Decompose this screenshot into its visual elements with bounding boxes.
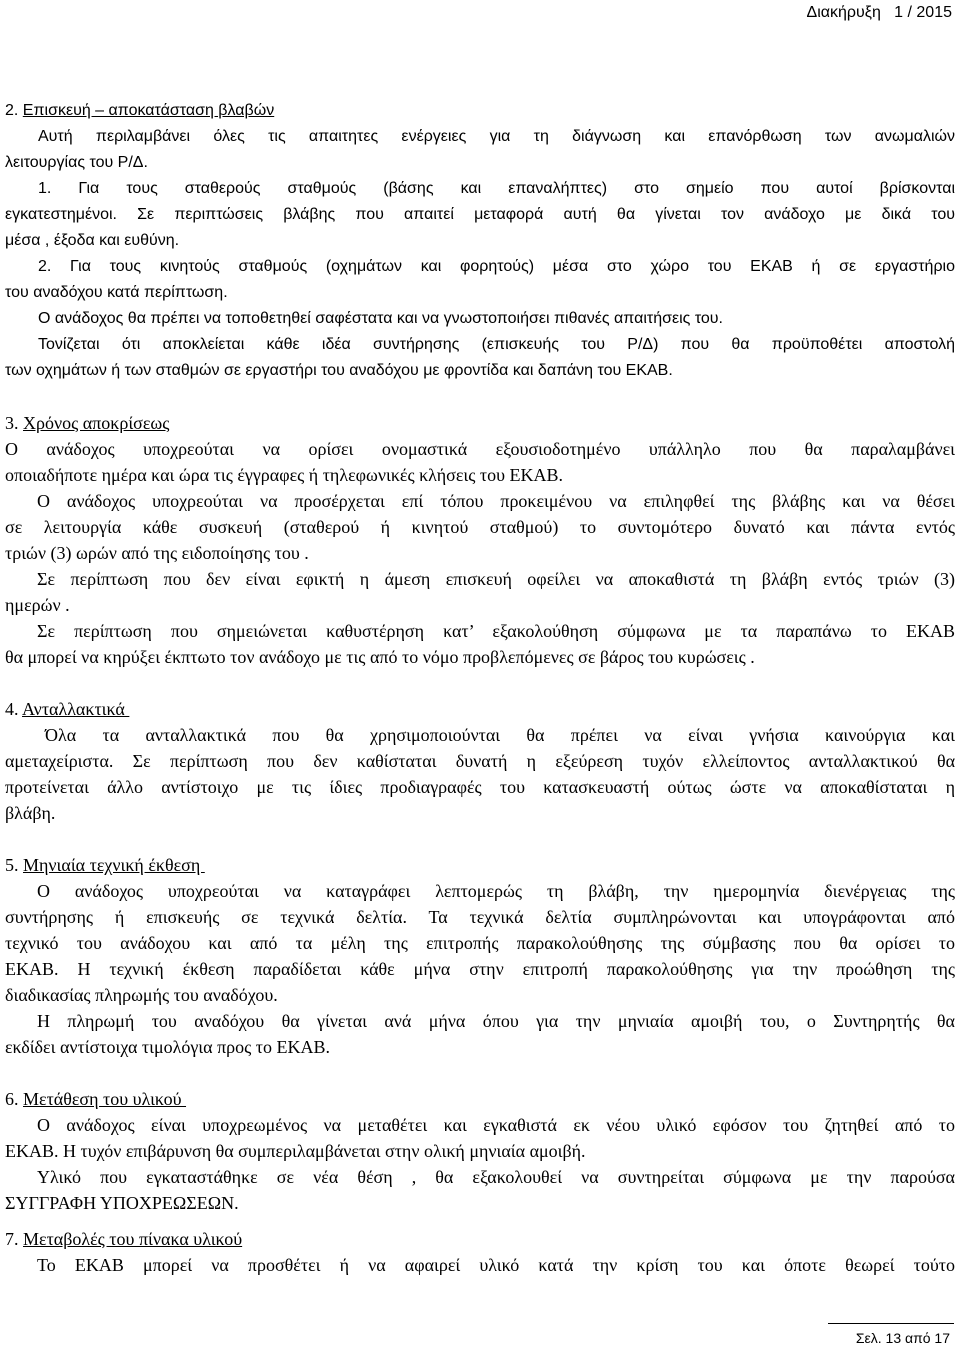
document-body: [5, 98, 955, 1278]
s3-para4-line2: θα μπορεί να κηρύξει έκπτωτο τον ανάδοχο με τις από το νόμο προβλεπόμενες σε βάρος του κυρώσεις .: [5, 647, 755, 667]
s2-item1-line3: μέσα , έξοδα και ευθύνη.: [5, 232, 180, 249]
section-2: [5, 98, 955, 384]
s2-intro-line2: λειτουργίας του Ρ/Δ.: [5, 154, 148, 171]
section-7-heading: 7. Μεταβολές του πίνακα υλικού: [5, 1229, 243, 1249]
spacer: [5, 826, 955, 852]
s3-para2-line2: σε λειτουργία κάθε συσκευή (σταθερού ή κινητού σταθμού) το συντομότερο δυνατό και πάντα εντός: [5, 517, 955, 537]
s5-para1-line1: Ο ανάδοχος υποχρεούται να καταγράφει λεπτομερώς τη βλάβη, την ημερομηνία διενέργειας της: [37, 881, 955, 901]
section-3-heading: 3. Χρόνος αποκρίσεως: [5, 413, 170, 433]
s6-para1-line1: Ο ανάδοχος είναι υποχρεωμένος να μεταθέτει και εγκαθιστά εκ νέου υλικό εφόσον του ζητηθεί από το: [37, 1115, 955, 1135]
s2-item2-line1: 2. Για τους κινητούς σταθμούς (οχημάτων και φορητούς) μέσα στο χώρο του ΕΚΑΒ ή σε εργαστήριο: [38, 258, 955, 275]
s6-para1-line2: ΕΚΑΒ. Η τυχόν επιβάρυνση θα συμπεριλαμβάνεται στην ολική μηνιαία αμοιβή.: [5, 1141, 586, 1161]
section-2-title: Επισκευή – αποκατάσταση βλαβών: [22, 102, 275, 119]
s2-para4-line1: Τονίζεται ότι αποκλείεται κάθε ιδέα συντήρησης (επισκευής του Ρ/Δ) που θα προϋποθέτει αποστολή: [38, 336, 955, 353]
section-7: [5, 1226, 955, 1278]
s5-para2-line1: Η πληρωμή του αναδόχου θα γίνεται ανά μήνα όπου για την μηνιαία αμοιβή του, ο Συντηρητής θα: [37, 1011, 955, 1031]
s3-para1-line2: οποιαδήποτε ημέρα και ώρα τις έγγραφες ή τηλεφωνικές κλήσεις του ΕΚΑΒ.: [5, 465, 564, 485]
s4-para1-line1: Όλα τα ανταλλακτικά που θα χρησιμοποιούνται θα πρέπει να είναι γνήσια καινούργια και: [45, 725, 955, 745]
section-5: [5, 852, 955, 1060]
s5-para1-line2: συντήρησης ή επισκευής σε τεχνικά δελτία. Τα τεχνικά δελτία συμπληρώνονται και υπογράφονται από: [5, 907, 955, 927]
s6-para2-line2: ΣΥΓΓΡΑΦΗ ΥΠΟΧΡΕΩΣΕΩΝ.: [5, 1193, 239, 1213]
section-3: [5, 410, 955, 670]
spacer: [5, 1216, 955, 1226]
footer-divider: [828, 1323, 954, 1324]
page-header: Διακήρυξη 1 / 2015: [806, 4, 952, 21]
section-4-heading: 4. Ανταλλακτικά: [5, 699, 130, 719]
s2-item1-line2: εγκατεστημένοι. Σε περιπτώσεις βλάβης που απαιτεί μεταφορά αυτή θα γίνεται τον ανάδοχο με δικά του: [5, 206, 955, 223]
section-2-heading: 2. Επισκευή – αποκατάσταση βλαβών: [5, 102, 275, 119]
section-3-title: Χρόνος αποκρίσεως: [23, 413, 170, 433]
s6-para2-line1: Υλικό που εγκαταστάθηκε σε νέα θέση , θα εξακολουθεί να συντηρείται σύμφωνα με την παρούσα: [37, 1167, 955, 1187]
section-6: [5, 1086, 955, 1216]
s4-para1-line3: προτείνεται άλλο αντίστοιχο με τις ίδιες προδιαγραφές του κατασκευαστή ούτως ώστε να αποκαθίσταται η: [5, 777, 955, 797]
section-6-title: Μετάθεση του υλικού: [23, 1089, 187, 1109]
section-5-title: Μηνιαία τεχνική έκθεση: [23, 855, 205, 875]
s3-para2-line3: τριών (3) ωρών από της ειδοποίησης του .: [5, 543, 309, 563]
s3-para1-line1: Ο ανάδοχος υποχρεούται να ορίσει ονομαστικά εξουσιοδοτημένο υπάλληλο που θα παραλαμβάνει: [5, 439, 955, 459]
s5-para1-line3: τεχνικό του ανάδοχου και από τα μέλη της επιτροπής παρακολούθησης της σύμβασης που θα ορίσει το: [5, 933, 955, 953]
s3-para3-line1: Σε περίπτωση που δεν είναι εφικτή η άμεση επισκευή οφείλει να αποκαθιστά τη βλάβη εντός τριών (3): [37, 569, 955, 589]
s5-para2-line2: εκδίδει αντίστοιχα τιμολόγια προς το ΕΚΑΒ.: [5, 1037, 331, 1057]
s2-para4-line2: των οχημάτων ή των σταθμών σε εργαστήρι του αναδόχου με φροντίδα και δαπάνη του ΕΚΑΒ.: [5, 362, 673, 379]
s2-para3: Ο ανάδοχος θα πρέπει να τοποθετηθεί σαφέστατα και να γνωστοποιήσει πιθανές απαιτήσεις του.: [38, 310, 723, 327]
s2-item2-line2: του αναδόχου κατά περίπτωση.: [5, 284, 228, 301]
s2-item1-line1: 1. Για τους σταθερούς σταθμούς (βάσης και επαναλήπτες) στο σημείο που αυτοί βρίσκονται: [38, 180, 955, 197]
section-4: [5, 696, 955, 826]
spacer: [5, 1060, 955, 1086]
s5-para1-line5: διαδικασίας πληρωμής του αναδόχου.: [5, 985, 278, 1005]
s3-para3-line2: ημερών .: [5, 595, 70, 615]
s7-para1-line1: Το ΕΚΑΒ μπορεί να προσθέτει ή να αφαιρεί υλικό κατά την κρίση του και όποτε θεωρεί τούτο: [37, 1255, 955, 1275]
s2-intro-line1: Αυτή περιλαμβάνει όλες τις απαιτητες ενέργειες για τη διάγνωση και επανόρθωση των ανωμαλιών: [38, 128, 955, 145]
section-5-heading: 5. Μηνιαία τεχνική έκθεση: [5, 855, 205, 875]
s3-para4-line1: Σε περίπτωση που σημειώνεται καθυστέρηση κατ’ εξακολούθηση σύμφωνα με τα παραπάνω το ΕΚΑΒ: [37, 621, 955, 641]
spacer: [5, 384, 955, 410]
s4-para1-line4: βλάβη.: [5, 803, 56, 823]
page-number: Σελ. 13 από 17: [855, 1330, 950, 1346]
section-6-heading: 6. Μετάθεση του υλικού: [5, 1089, 187, 1109]
s4-para1-line2: αμεταχείριστα. Σε περίπτωση που δεν καθίσταται δυνατή η εξεύρεση τυχόν ελλείποντος ανταλλακτικού θα: [5, 751, 955, 771]
spacer: [5, 670, 955, 696]
s3-para2-line1: Ο ανάδοχος υποχρεούται να προσέρχεται επί τόπου προκειμένου να επιληφθεί της βλάβης και να θέσει: [37, 491, 955, 511]
s5-para1-line4: ΕΚΑΒ. Η τεχνική έκθεση παραδίδεται κάθε μήνα στην επιτροπή παρακολούθησης για την προώθηση της: [5, 959, 955, 979]
section-4-title: Ανταλλακτικά: [22, 699, 130, 719]
section-7-title: Μεταβολές του πίνακα υλικού: [23, 1229, 243, 1249]
